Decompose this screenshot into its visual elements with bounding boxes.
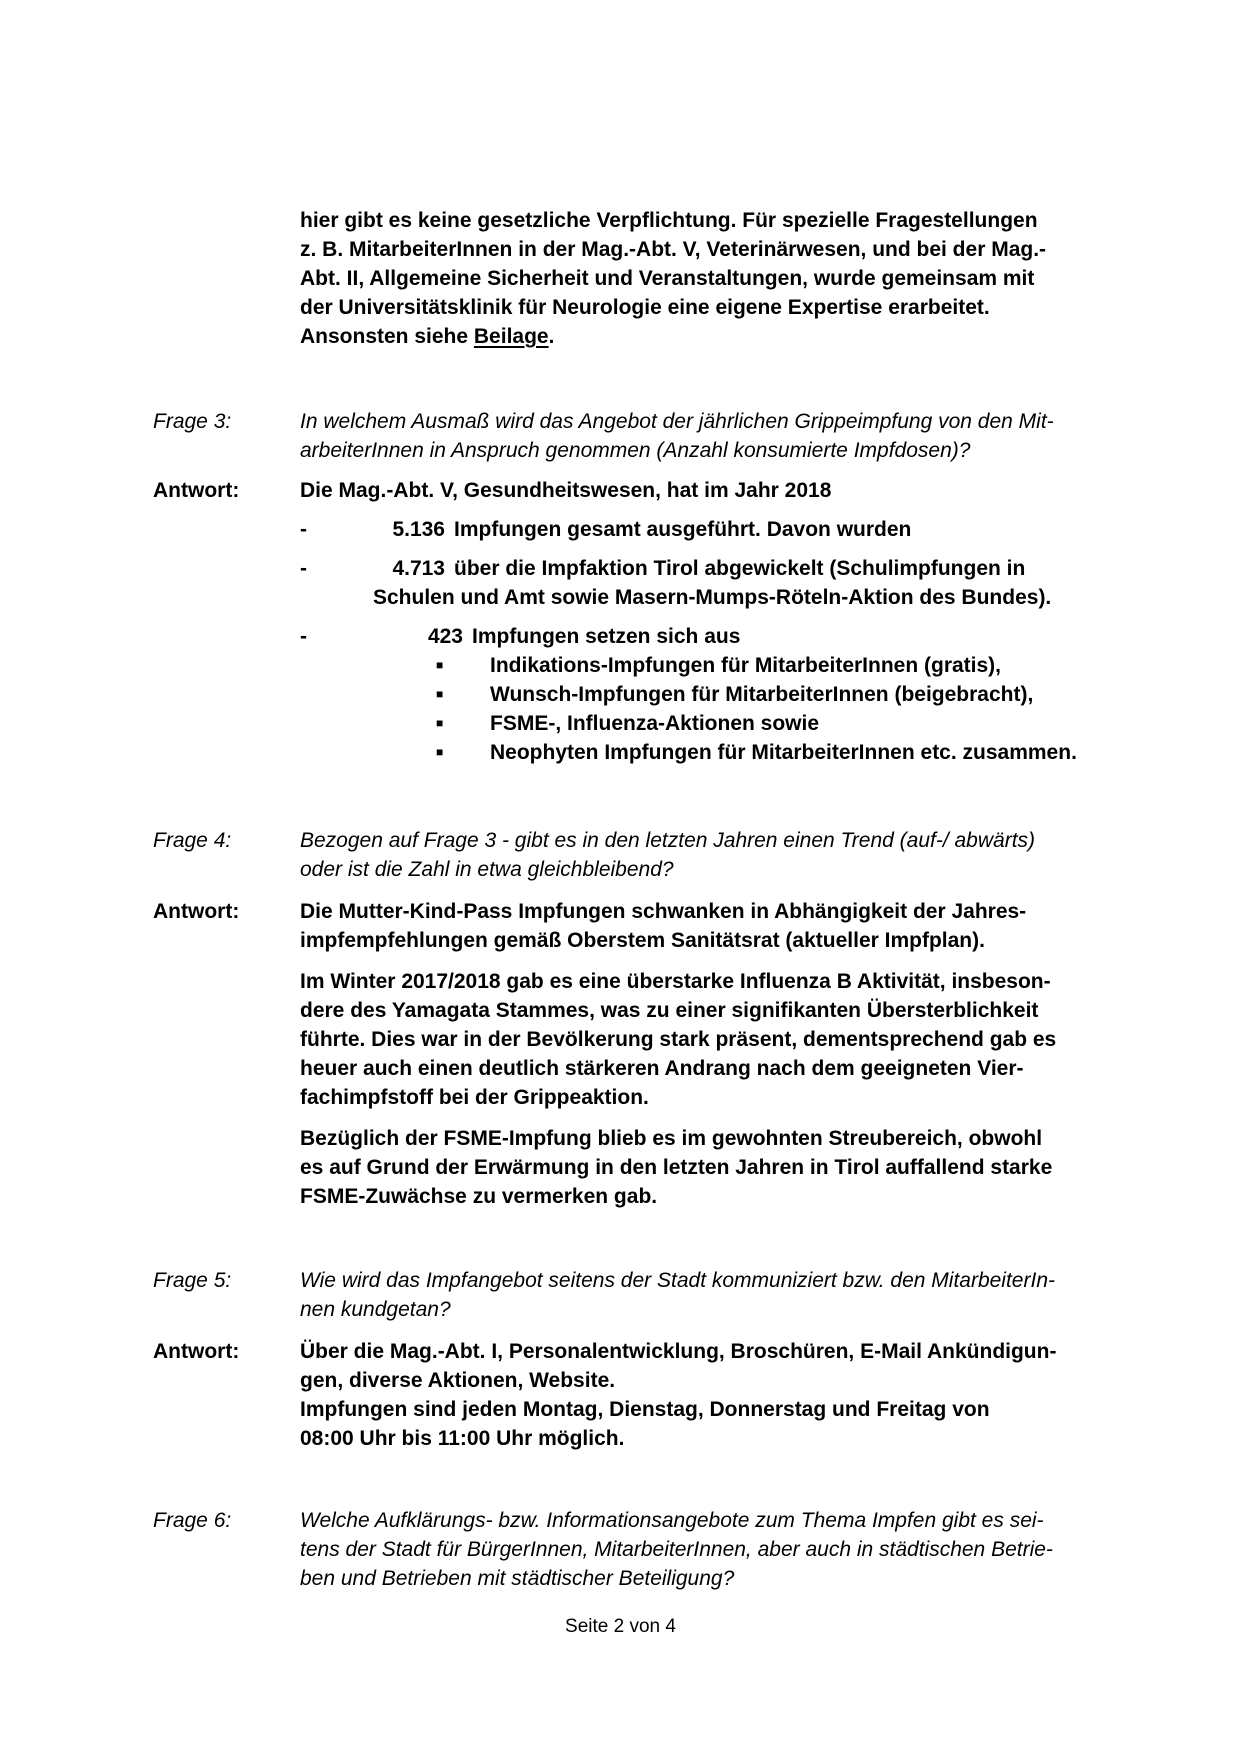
answer-4-line: es auf Grund der Erwärmung in den letzten Jahren in Tirol auffallend starke [300,1156,1053,1179]
question-3-line: arbeiterInnen in Anspruch genommen (Anzahl konsumierte Impfdosen)? [300,439,971,462]
answer-3-label: Antwort: [153,479,240,502]
answer-4-paragraph [300,897,1130,955]
bullet-item [300,680,1130,709]
item-text: Impfungen gesamt ausgeführt. Davon wurden [454,518,912,541]
question-3-label: Frage 3: [153,410,232,433]
question-5-line: nen kundgetan? [300,1298,451,1321]
question-6-label: Frage 6: [153,1509,232,1532]
intro-line: der Universitätsklinik für Neurologie eine eigene Expertise erarbeitet. [300,296,990,319]
bullet-item [300,651,1130,680]
dash-marker: - [300,557,307,580]
bullet-list [300,651,1130,767]
question-5-line: Wie wird das Impfangebot seitens der Stadt kommuniziert bzw. den MitarbeiterIn- [300,1269,1055,1292]
answer-4-text [300,897,1130,1211]
page-number: Seite 2 von 4 [565,1616,676,1637]
list-item [300,515,1130,544]
bullet-text: Neophyten Impfungen für MitarbeiterInnen etc. zusammen. [490,741,1077,764]
beilage-link[interactable]: Beilage [473,325,549,348]
intro-line: z. B. MitarbeiterInnen in der Mag.-Abt. V, Veterinärwesen, und bei der Mag.- [300,238,1047,261]
intro-last-suffix: . [548,325,555,348]
answer-4-line: heuer auch einen deutlich stärkeren Andrang nach dem geeigneten Vier- [300,1057,1024,1080]
answer-5-line: 08:00 Uhr bis 11:00 Uhr möglich. [300,1427,625,1450]
bullet-text: FSME-, Influenza-Aktionen sowie [490,712,820,735]
answer-3-text [300,476,1130,767]
bullet-text: Wunsch-Impfungen für MitarbeiterInnen (beigebracht), [490,683,1034,706]
intro-last-prefix: Ansonsten siehe [300,325,474,348]
square-bullet-icon: ■ [436,745,444,759]
question-5-label: Frage 5: [153,1269,232,1292]
answer-3-intro: Die Mag.-Abt. V, Gesundheitswesen, hat im Jahr 2018 [300,479,832,502]
question-4-label: Frage 4: [153,829,232,852]
answer-5-line: Impfungen sind jeden Montag, Dienstag, Donnerstag und Freitag von [300,1398,990,1421]
answer-4-line: dere des Yamagata Stammes, was zu einer signifikanten Übersterblichkeit [300,999,1039,1022]
intro-line: Abt. II, Allgemeine Sicherheit und Veranstaltungen, wurde gemeinsam mit [300,267,1035,290]
question-6-line: ben und Betrieben mit städtischer Beteiligung? [300,1567,735,1590]
question-5-text [300,1266,1130,1324]
item-number: 5.136 [392,518,445,541]
item-text-continued: Schulen und Amt sowie Masern-Mumps-Röteln-Aktion des Bundes). [373,586,1052,609]
dash-marker: - [300,625,307,648]
intro-last-line [300,322,1130,351]
answer-5-label: Antwort: [153,1340,240,1363]
answer-4-paragraph [300,967,1130,1112]
item-text: über die Impfaktion Tirol abgewickelt (Schulimpfungen in [454,557,1026,580]
answer-4-label: Antwort: [153,900,240,923]
answer-4-line: FSME-Zuwächse zu vermerken gab. [300,1185,658,1208]
answer-4-line: führte. Dies war in der Bevölkerung stark präsent, dementsprechend gab es [300,1028,1057,1051]
dash-marker: - [300,518,307,541]
question-6-line: tens der Stadt für BürgerInnen, MitarbeiterInnen, aber auch in städtischen Betrie- [300,1538,1053,1561]
answer-4-paragraph [300,1124,1130,1211]
answer-4-line: Die Mutter-Kind-Pass Impfungen schwanken in Abhängigkeit der Jahres- [300,900,1027,923]
answer-4-line: Bezüglich der FSME-Impfung blieb es im gewohnten Streubereich, obwohl [300,1127,1043,1150]
list-item [300,554,1130,612]
list-item [300,622,1130,767]
bullet-item [300,709,1130,738]
answer-4-line: impfempfehlungen gemäß Oberstem Sanitätsrat (aktueller Impfplan). [300,929,985,952]
intro-paragraph [300,206,1130,351]
question-3-text [300,407,1130,465]
question-6-text [300,1506,1130,1593]
question-6-line: Welche Aufklärungs- bzw. Informationsangebote zum Thema Impfen gibt es sei- [300,1509,1044,1532]
question-4-line: Bezogen auf Frage 3 - gibt es in den letzten Jahren einen Trend (auf-/ abwärts) [300,829,1036,852]
bullet-text: Indikations-Impfungen für MitarbeiterInnen (gratis), [490,654,1002,677]
intro-line: hier gibt es keine gesetzliche Verpflichtung. Für spezielle Fragestellungen [300,209,1038,232]
answer-5-line: gen, diverse Aktionen, Website. [300,1369,616,1392]
answer-5-line: Über die Mag.-Abt. I, Personalentwicklung, Broschüren, E-Mail Ankündigun- [300,1340,1057,1363]
square-bullet-icon: ■ [436,716,444,730]
answer-4-line: Im Winter 2017/2018 gab es eine überstarke Influenza B Aktivität, insbeson- [300,970,1051,993]
square-bullet-icon: ■ [436,658,444,672]
square-bullet-icon: ■ [436,687,444,701]
item-number: 4.713 [392,557,445,580]
question-4-line: oder ist die Zahl in etwa gleichbleibend? [300,858,674,881]
item-text: Impfungen setzen sich aus [472,625,741,648]
answer-5-text [300,1337,1130,1453]
answer-4-line: fachimpfstoff bei der Grippeaktion. [300,1086,649,1109]
question-3-line: In welchem Ausmaß wird das Angebot der jährlichen Grippeimpfung von den Mit- [300,410,1054,433]
bullet-item [300,738,1130,767]
question-4-text [300,826,1130,884]
item-number: 423 [427,625,463,648]
